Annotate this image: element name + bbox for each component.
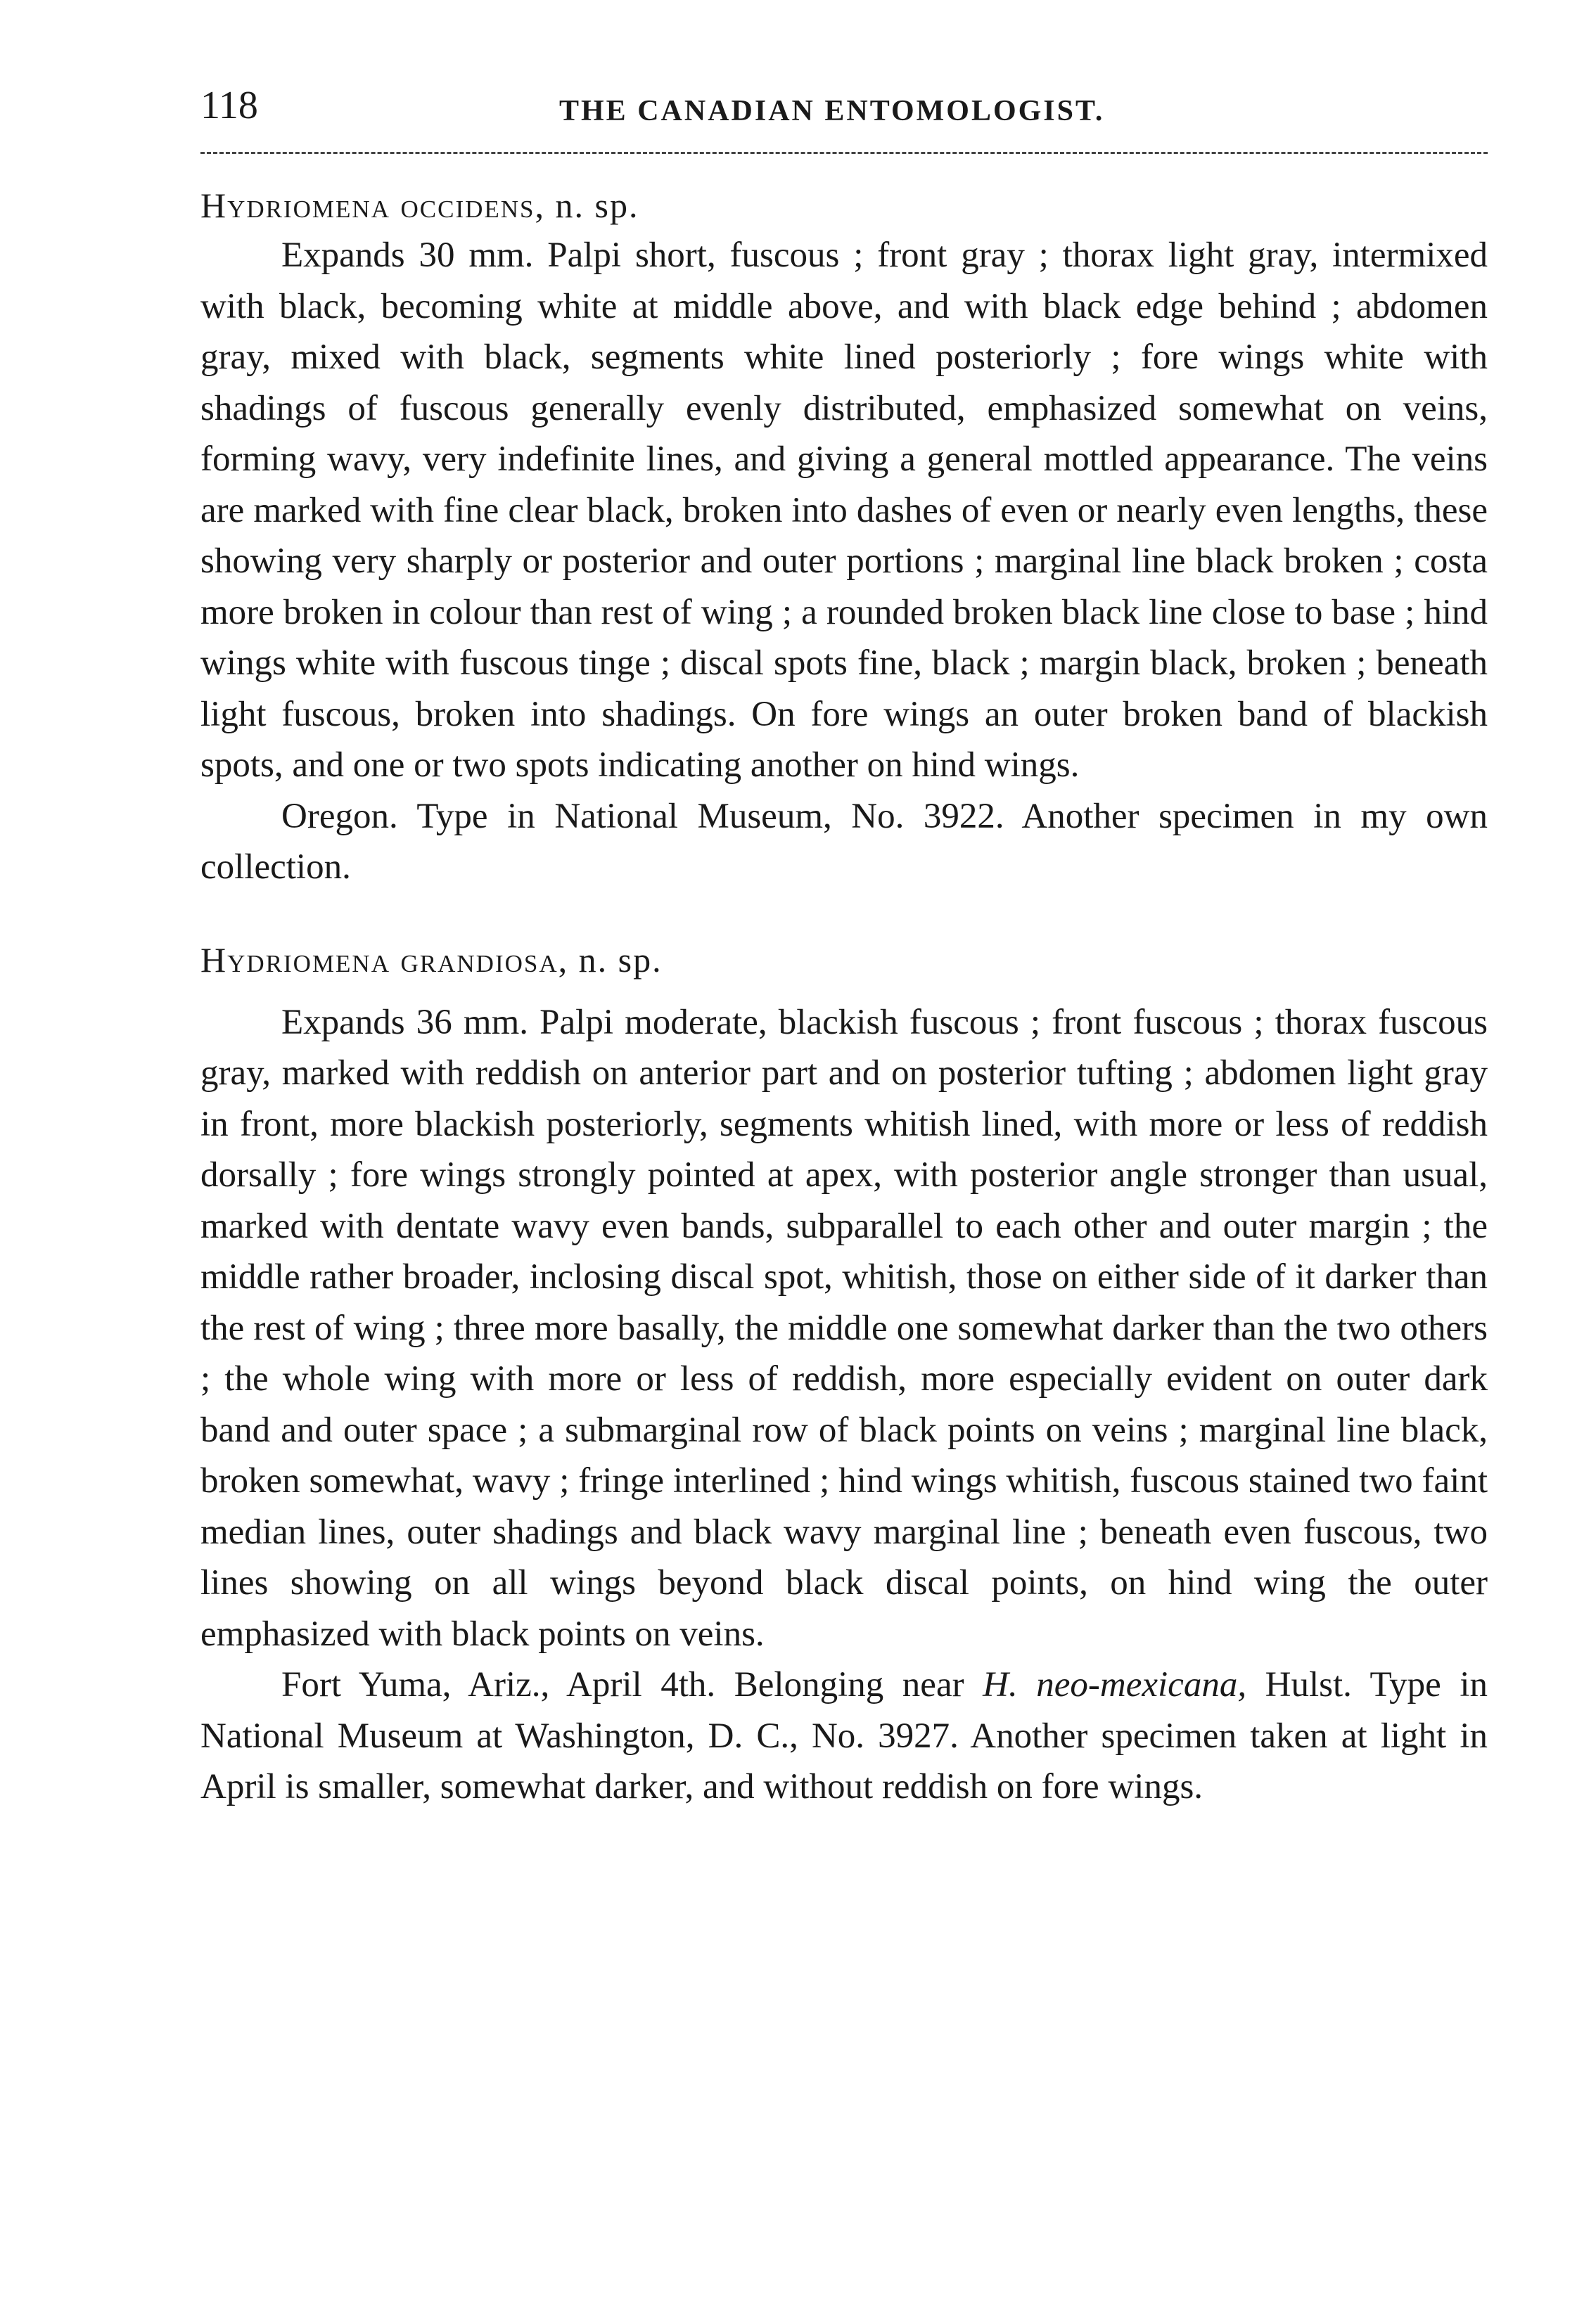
page-number: 118 [200, 84, 258, 127]
new-species-marker: n. sp. [555, 186, 639, 225]
journal-title: THE CANADIAN ENTOMOLOGIST. [559, 95, 1105, 127]
species-epithet: grandiosa, [400, 939, 569, 980]
locality-text: Fort Yuma, Ariz., April 4th. Belonging near [281, 1665, 983, 1705]
species-heading-occidens [200, 181, 1488, 230]
species-description-grandiosa: Expands 36 mm. Palpi moderate, blackish fuscous ; front fuscous ; thorax fuscous gray, marked with reddish on anterior part and on posterior tufting ; abdomen light gray in front, more blackish posteriorly, segments whitish lined, with more or less of reddish dorsally ; fore wings strongly pointed at apex, with posterior angle stronger than usual, marked with dentate wavy even bands, subparallel to each other and outer margin ; the middle rather broader, inclosing discal spot, whitish, those on either side of it darker than the rest of wing ; three more basally, the middle one somewhat darker than the two others ; the whole wing with more or less of reddish, more especially evident on outer dark band and outer space ; a submarginal row of black points on veins ; marginal line black, broken somewhat, wavy ; fringe interlined ; hind wings whitish, fuscous stained two faint median lines, outer shadings and black wavy marginal line ; beneath even fuscous, two lines showing on all wings beyond black discal points, on hind wing the outer emphasized with black points on veins. [200, 1002, 1488, 1654]
related-species-name: H. neo-mexicana, [983, 1665, 1247, 1705]
genus-name: Hydriomena [200, 939, 390, 980]
header-rule [200, 152, 1488, 154]
new-species-marker: n. sp. [578, 939, 663, 980]
locality-text-continued: Hulst. Type in National Museum at Washington, D. C., No. 3927. Another specimen taken at light in April is smaller, somewhat darker, and without reddish on fore wings. [200, 1665, 1488, 1806]
genus-name: Hydriomena [200, 186, 390, 225]
species-heading-grandiosa [200, 935, 1488, 984]
document-page [200, 77, 1488, 1813]
species-locality-grandiosa [200, 1659, 1488, 1813]
section-gap [200, 893, 1488, 935]
species-locality-occidens: Oregon. Type in National Museum, No. 3922. Another specimen in my own collection. [200, 796, 1488, 887]
species-epithet: occidens, [400, 186, 546, 225]
species-description-occidens: Expands 30 mm. Palpi short, fuscous ; front gray ; thorax light gray, intermixed with black, becoming white at middle above, and with black edge behind ; abdomen gray, mixed with black, segments white lined posteriorly ; fore wings white with shadings of fuscous generally evenly distributed, emphasized somewhat on veins, forming wavy, very indefinite lines, and giving a general mottled appearance. The veins are marked with fine clear black, broken into dashes of even or nearly even lengths, these showing very sharply or posterior and outer portions ; marginal line black broken ; costa more broken in colour than rest of wing ; a rounded broken black line close to base ; hind wings white with fuscous tinge ; discal spots fine, black ; margin black, broken ; beneath light fuscous, broken into shadings. On fore wings an outer broken band of blackish spots, and one or two spots indicating another on hind wings. [200, 236, 1488, 785]
running-head [200, 77, 1488, 134]
